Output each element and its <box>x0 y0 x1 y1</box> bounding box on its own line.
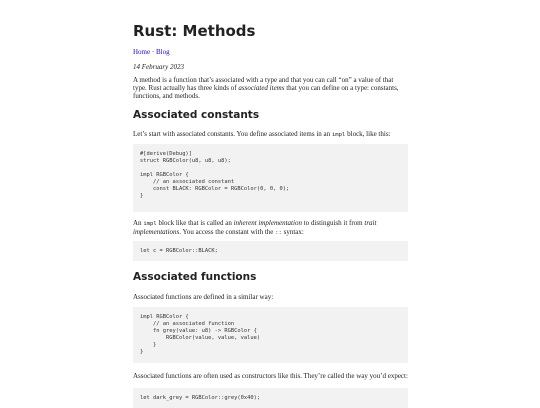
code-block: let dark_grey = RGBColor::grey(0x40); <box>133 388 408 408</box>
page-title: Rust: Methods <box>133 22 256 40</box>
breadcrumb <box>133 48 170 57</box>
section-heading-associated-functions: Associated functions <box>133 271 257 283</box>
paragraph: Associated functions are often used as constructors like this. They’re called the way you’d expect: <box>133 372 408 380</box>
section-heading-associated-constants: Associated constants <box>133 109 260 121</box>
paragraph: Associated functions are defined in a similar way: <box>133 293 274 301</box>
home-link[interactable]: Home <box>133 48 151 56</box>
paragraph: Let’s start with associated constants. You define associated items in an impl block, like this: <box>133 130 391 138</box>
paragraph: An impl block like that is called an inherent implementation to distinguish it from trait implementations. You access the constant with the :: syntax: <box>133 219 377 236</box>
blog-link[interactable]: Blog <box>155 48 170 56</box>
code-block: impl RGBColor { // an associated function fn grey(value: u8) -> RGBColor { RGBColor(value, value, value) } } <box>133 307 408 363</box>
nav-separator: · <box>151 48 155 56</box>
code-block: let c = RGBColor::BLACK; <box>133 241 408 261</box>
intro-paragraph: A method is a function that’s associated with a type and that you can call “on” a value of that type. Rust actually has three kinds of associated items that you can define on a type: constants, functions, and methods. <box>133 76 399 100</box>
post-date: 14 February 2023 <box>133 63 184 71</box>
code-block: #[derive(Debug)] struct RGBColor(u8, u8, u8); impl RGBColor { // an associated constant const BLACK: RGBColor = RGBColor(0, 0, 0); } <box>133 144 408 212</box>
